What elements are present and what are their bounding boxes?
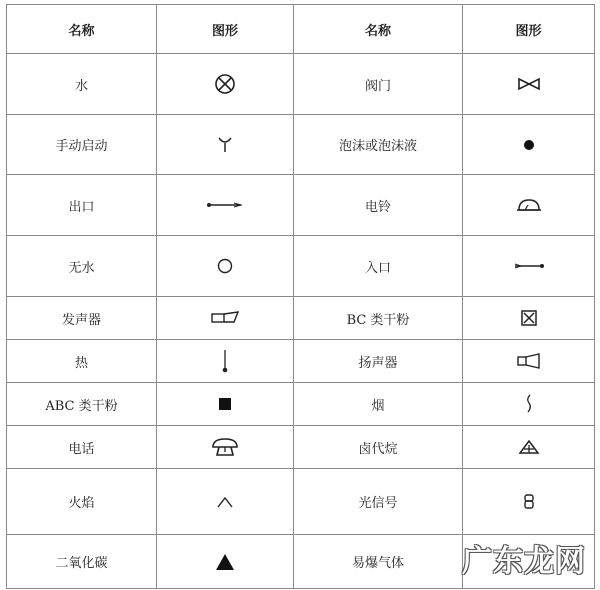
smoke-squiggle-icon — [523, 393, 535, 415]
symbol-name: 光信号 — [294, 469, 463, 535]
halon-triangle-icon — [518, 439, 540, 455]
crossed-circle-icon — [213, 72, 237, 96]
y-fork-icon — [215, 135, 235, 155]
symbol-name: 易爆气体 — [294, 535, 463, 589]
open-circle-icon — [216, 257, 234, 275]
table-row — [7, 54, 595, 115]
inlet-line-icon — [513, 261, 545, 271]
symbol-name: 出口 — [7, 175, 157, 236]
table-row — [7, 236, 595, 297]
symbol-name: 烟 — [294, 383, 463, 426]
bell-icon — [516, 197, 542, 213]
sounder-icon — [210, 311, 240, 325]
symbol-name: 无水 — [7, 236, 157, 297]
symbol-table — [6, 4, 595, 589]
header-figure-right: 图形 — [463, 5, 595, 54]
filled-square-icon — [218, 397, 232, 411]
symbol-name: 泡沫或泡沫液 — [294, 115, 463, 175]
table-row — [7, 340, 595, 383]
symbol-name: 手动启动 — [7, 115, 157, 175]
table-row — [7, 297, 595, 340]
valve-bowtie-icon — [516, 77, 542, 91]
thermometer-icon — [220, 348, 230, 374]
symbol-name: BC 类干粉 — [294, 297, 463, 340]
flame-caret-icon — [216, 495, 234, 509]
header-row — [7, 5, 595, 54]
watermark-logo: 广东龙网 — [462, 544, 586, 579]
symbol-name: 火焰 — [7, 469, 157, 535]
table-row — [7, 175, 595, 236]
symbol-name: 发声器 — [7, 297, 157, 340]
outlet-line-icon — [206, 200, 244, 210]
speaker-icon — [516, 353, 542, 369]
symbol-name: 电话 — [7, 426, 157, 469]
header-name-left: 名称 — [7, 5, 157, 54]
filled-triangle-icon — [214, 552, 236, 572]
symbol-name: 入口 — [294, 236, 463, 297]
table-row — [7, 469, 595, 535]
symbol-name: ABC 类干粉 — [7, 383, 157, 426]
symbol-name: 二氧化碳 — [7, 535, 157, 589]
crossed-square-icon — [520, 309, 538, 327]
light-signal-icon — [523, 493, 535, 511]
symbol-name: 卤代烷 — [294, 426, 463, 469]
table-row — [7, 426, 595, 469]
symbol-name: 电铃 — [294, 175, 463, 236]
symbol-name: 水 — [7, 54, 157, 115]
filled-dot-icon — [522, 138, 536, 152]
header-name-right: 名称 — [294, 5, 463, 54]
symbol-name: 扬声器 — [294, 340, 463, 383]
table-row — [7, 115, 595, 175]
table-row — [7, 383, 595, 426]
symbol-name: 阀门 — [294, 54, 463, 115]
symbol-name: 热 — [7, 340, 157, 383]
header-figure-left: 图形 — [157, 5, 294, 54]
telephone-icon — [211, 437, 239, 457]
